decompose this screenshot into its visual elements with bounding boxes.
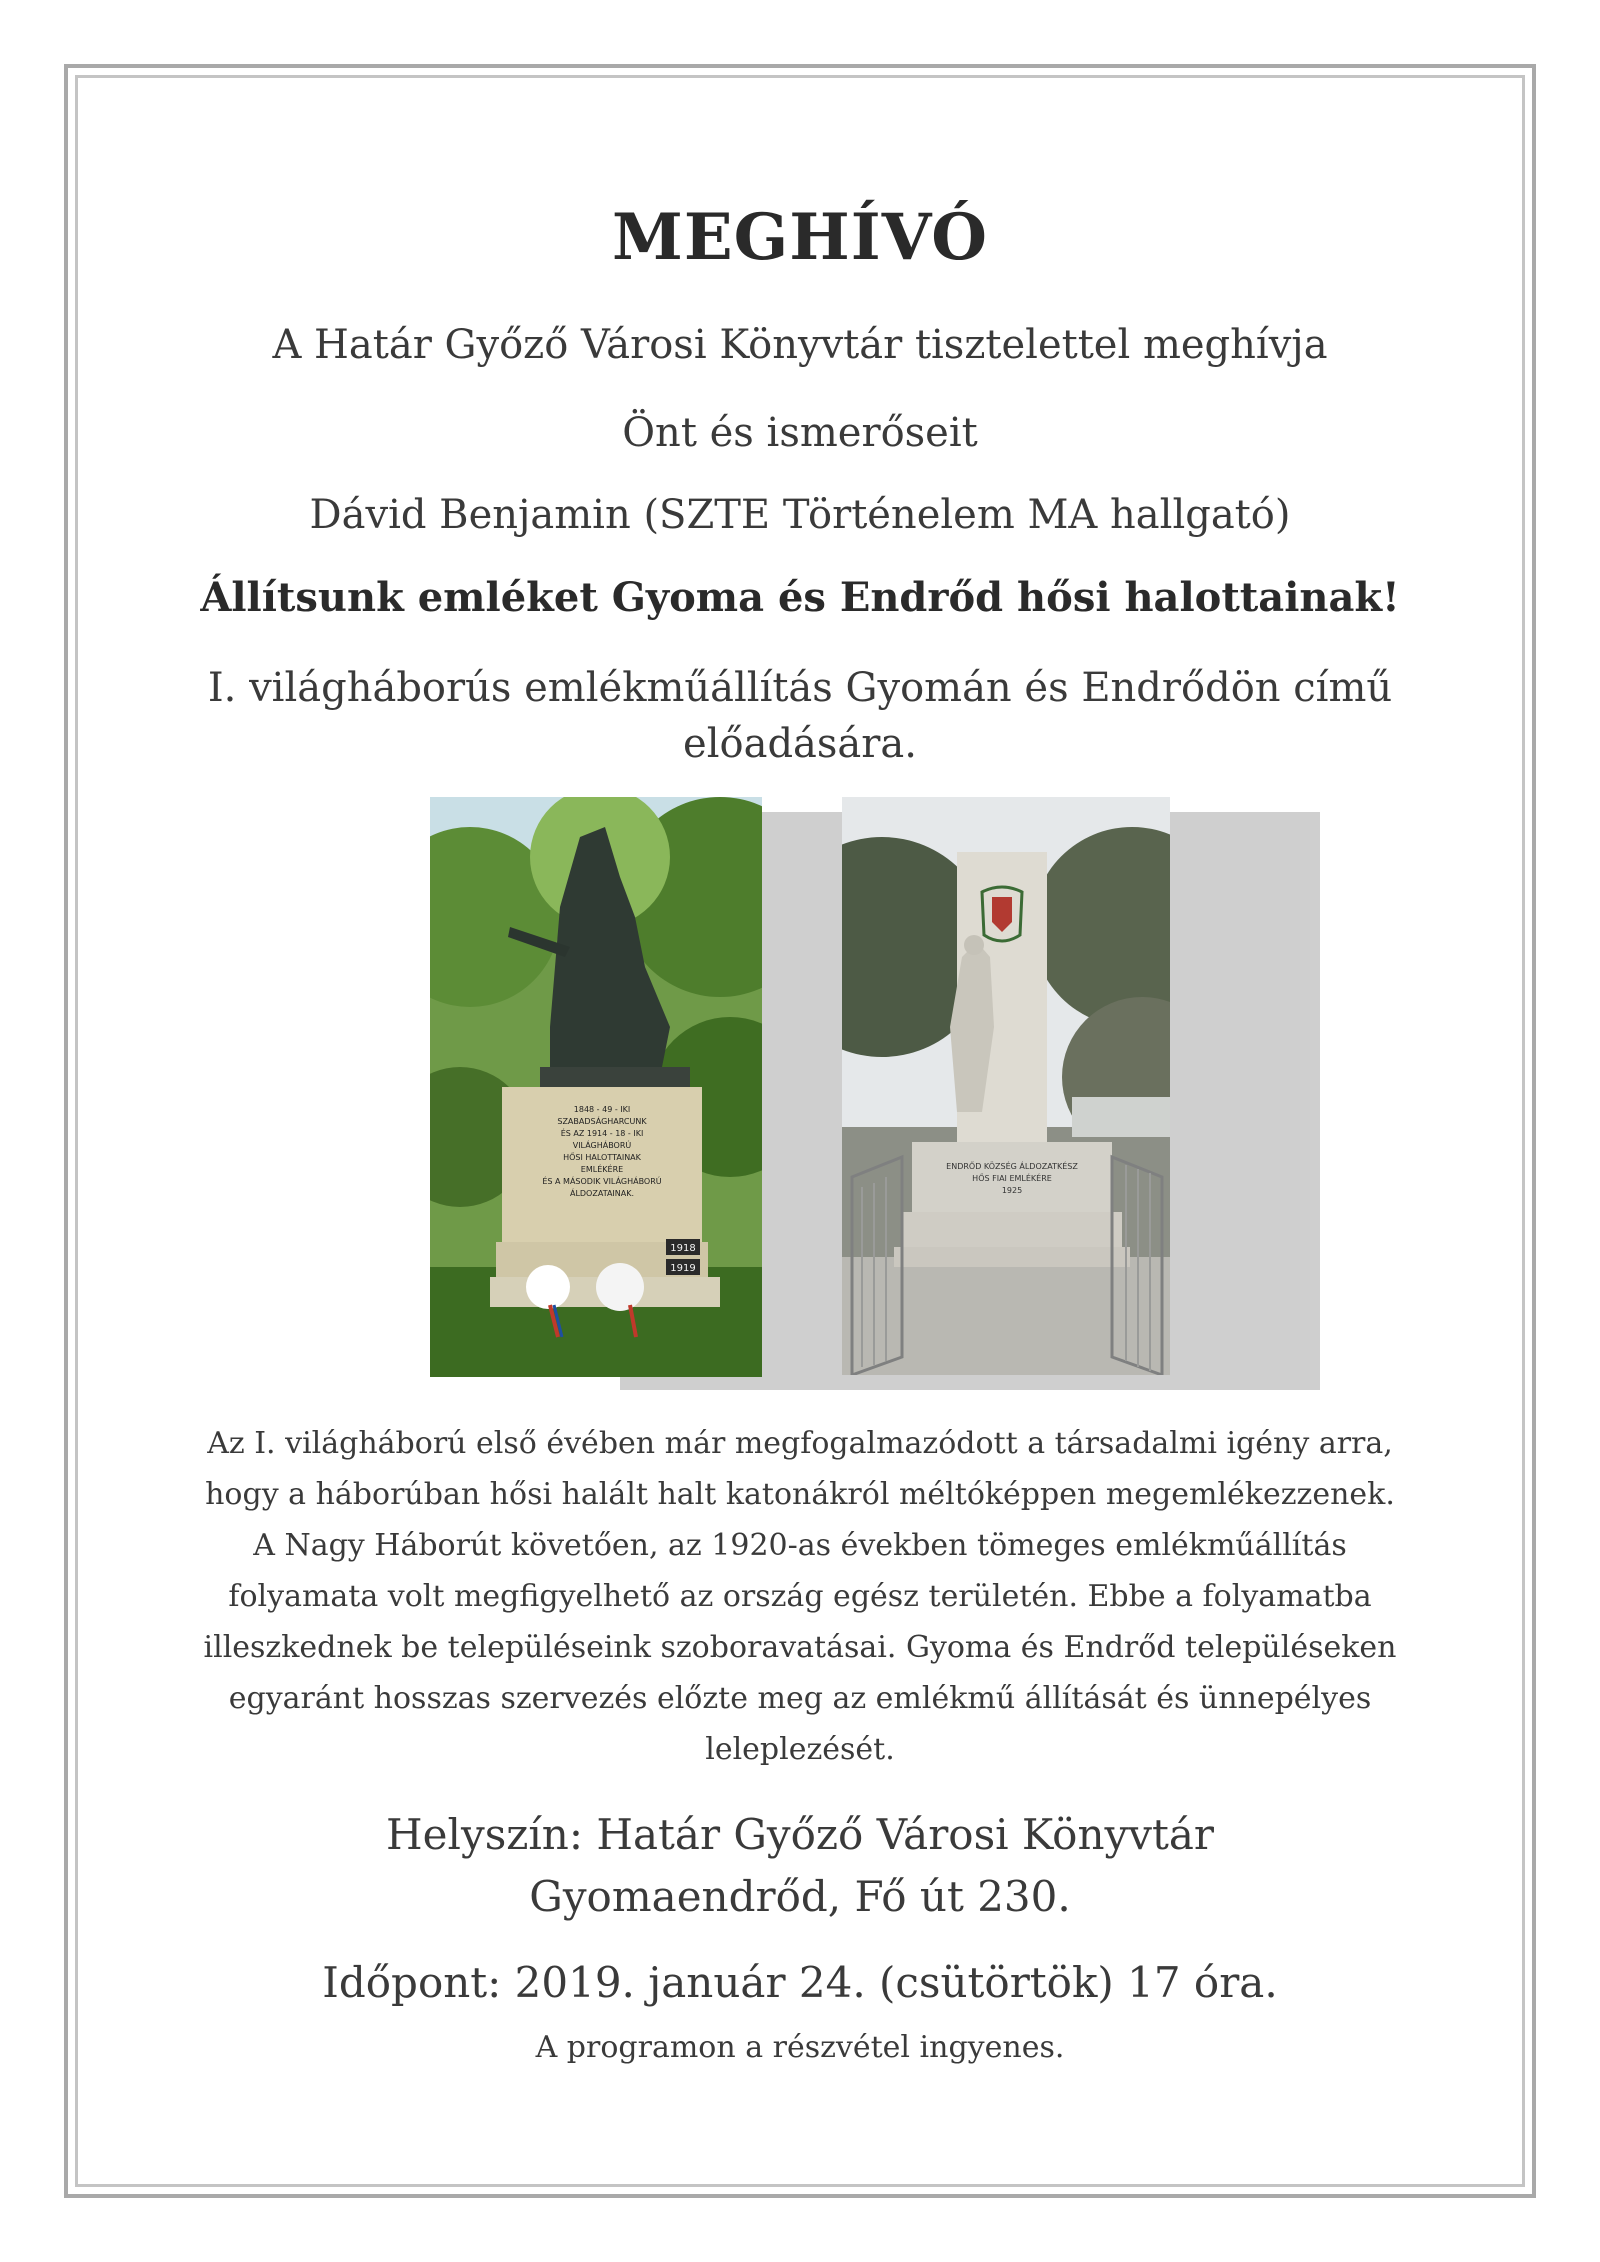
invitation-line-2: Önt és ismerőseit [622,410,978,456]
gyoma-plaque-line-2: SZABADSÁGHARCUNK [557,1117,647,1126]
endrod-plaque-line-2: HŐS FIAI EMLÉKÉRE [972,1174,1052,1183]
endrod-memorial-photo [842,797,1170,1375]
event-time: Időpont: 2019. január 24. (csütörtök) 17 óra. [322,1958,1278,2007]
speaker-line: Dávid Benjamin (SZTE Történelem MA hallgató) [309,492,1291,538]
lecture-headline: Állítsunk emléket Gyoma és Endrőd hősi halottainak! [200,574,1400,621]
lecture-subtitle: I. világháborús emlékműállítás Gyomán és Endrődön című előadására. [207,665,1393,767]
gyoma-year-1: 1918 [670,1243,696,1254]
gyoma-plaque-line-6: EMLÉKÉRE [580,1165,624,1174]
venue-block [150,1804,1450,1928]
gyoma-plaque-line-8: ÁLDOZATAINAK. [569,1189,635,1198]
gyoma-plaque-line-1: 1848 - 49 - IKI [573,1105,631,1114]
page-title: MEGHÍVÓ [612,200,988,275]
free-entry-note: A programon a részvétel ingyenes. [535,2030,1065,2065]
invitation-line-1: A Határ Győző Városi Könyvtár tisztelettel meghívja [272,322,1328,368]
body-paragraph: Az I. világháború első évében már megfogalmazódott a társadalmi igény arra, hogy a háborúban hősi halált halt katonákról méltóképpen megemlékezzenek. A Nagy Háborút követően, az 1920-as években tömeges emlékműállítás folyamata volt megfigyelhető az ország egész területén. Ebbe a folyamatba illeszkednek be településeink szoboravatásai. Gyoma és Endrőd településeken egyaránt hosszas szervezés előzte meg az emlékmű állítását és ünnepélyes leleplezését. [203,1426,1397,1767]
gyoma-plaque-line-5: HŐSI HALOTTAINAK [563,1153,641,1162]
gyoma-memorial-photo [430,797,762,1377]
endrod-plaque-line-1: ENDRŐD KÖZSÉG ÁLDOZATKÉSZ [946,1162,1078,1171]
gyoma-plaque-line-3: ÉS AZ 1914 - 18 - IKI [560,1129,644,1138]
venue-address: Gyomaendrőd, Fő út 230. [529,1872,1071,1921]
venue-name: Helyszín: Határ Győző Városi Könyvtár [386,1810,1214,1859]
gyoma-plaque-line-4: VILÁGHÁBORÚ [572,1141,632,1150]
gyoma-plaque-line-7: ÉS A MÁSODIK VILÁGHÁBORÚ [542,1177,662,1186]
gyoma-year-2: 1919 [670,1263,696,1274]
endrod-plaque-line-3: 1925 [1001,1186,1023,1195]
